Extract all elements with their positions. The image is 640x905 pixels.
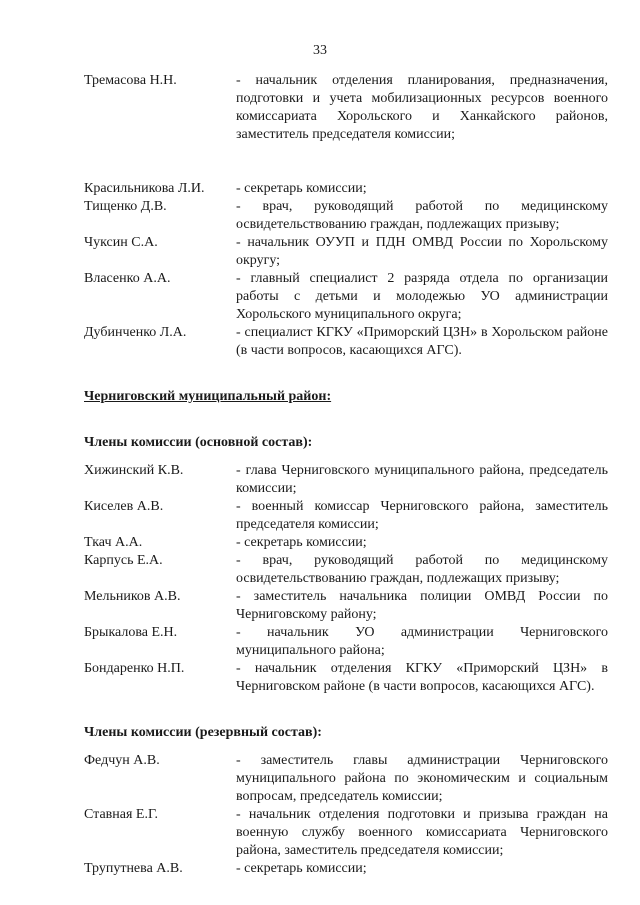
member-role: - секретарь комиссии; bbox=[236, 535, 367, 550]
page-number: 33 bbox=[313, 43, 327, 58]
member-role: - начальник отделения КГКУ «Приморский ЦЗН» в Черниговском районе (в части вопросов, касающихся АГС). bbox=[236, 661, 608, 694]
member-name: Ткач А.А. bbox=[84, 535, 143, 550]
member-name: Хижинский К.В. bbox=[84, 463, 184, 478]
member-entry bbox=[84, 234, 608, 270]
document-body bbox=[84, 72, 608, 878]
member-role: - секретарь комиссии; bbox=[236, 861, 367, 876]
member-name: Брыкалова Е.Н. bbox=[84, 625, 178, 640]
member-role: - заместитель начальника полиции ОМВД России по Черниговскому району; bbox=[236, 589, 608, 622]
member-entry bbox=[84, 552, 608, 588]
member-entry bbox=[84, 806, 608, 860]
member-name: Трупутнева А.В. bbox=[84, 861, 183, 876]
member-entry bbox=[84, 462, 608, 498]
member-entry bbox=[84, 588, 608, 624]
member-name: Карпусь Е.А. bbox=[84, 553, 163, 568]
member-entry bbox=[84, 752, 608, 806]
member-role: - начальник отделения подготовки и призыва граждан на военную службу военного комиссариата Черниговского района, заместитель председателя комиссии; bbox=[236, 807, 608, 858]
member-entry bbox=[84, 660, 608, 696]
member-role: - специалист КГКУ «Приморский ЦЗН» в Хорольском районе (в части вопросов, касающихся АГС). bbox=[236, 325, 608, 358]
member-role: - начальник ОУУП и ПДН ОМВД России по Хорольскому округу; bbox=[236, 235, 608, 268]
reserve-member-list bbox=[84, 752, 608, 878]
member-name: Чуксин С.А. bbox=[84, 235, 158, 250]
member-role: - заместитель главы администрации Черниговского муниципального района по экономическим и социальным вопросам, председатель комиссии; bbox=[236, 753, 608, 804]
member-entry bbox=[84, 324, 608, 360]
member-name: Федчун А.В. bbox=[84, 753, 160, 768]
member-name: Красильникова Л.И. bbox=[84, 181, 205, 196]
main-composition-heading: Члены комиссии (основной состав): bbox=[84, 435, 313, 450]
reserve-composition-heading: Члены комиссии (резервный состав): bbox=[84, 725, 322, 740]
member-role: - главный специалист 2 разряда отдела по организации работы с детьми и молодежью УО администрации Хорольского муниципального округа; bbox=[236, 271, 608, 322]
member-entry bbox=[84, 180, 608, 198]
member-name: Бондаренко Н.П. bbox=[84, 661, 185, 676]
member-name: Тремасова Н.Н. bbox=[84, 73, 177, 88]
member-role: - глава Черниговского муниципального района, председатель комиссии; bbox=[236, 463, 608, 496]
member-role: - врач, руководящий работой по медицинскому освидетельствованию граждан, подлежащих призыву; bbox=[236, 553, 608, 586]
member-entry bbox=[84, 498, 608, 534]
member-entry bbox=[84, 534, 608, 552]
member-list-block-a bbox=[84, 72, 608, 144]
member-entry bbox=[84, 198, 608, 234]
member-name: Тищенко Д.В. bbox=[84, 199, 167, 214]
member-name: Ставная Е.Г. bbox=[84, 807, 158, 822]
district-heading: Черниговский муниципальный район: bbox=[84, 389, 332, 404]
member-name: Киселев А.В. bbox=[84, 499, 164, 514]
member-entry bbox=[84, 860, 608, 878]
member-entry bbox=[84, 72, 608, 144]
member-role: - секретарь комиссии; bbox=[236, 181, 367, 196]
member-list-block-b bbox=[84, 180, 608, 360]
member-name: Власенко А.А. bbox=[84, 271, 171, 286]
member-role: - военный комиссар Черниговского района, заместитель председателя комиссии; bbox=[236, 499, 608, 532]
member-entry bbox=[84, 270, 608, 324]
main-member-list bbox=[84, 462, 608, 696]
member-entry bbox=[84, 624, 608, 660]
member-role: - начальник УО администрации Черниговского муниципального района; bbox=[236, 625, 608, 658]
member-role: - врач, руководящий работой по медицинскому освидетельствованию граждан, подлежащих призыву; bbox=[236, 199, 608, 232]
member-name: Дубинченко Л.А. bbox=[84, 325, 187, 340]
member-name: Мельников А.В. bbox=[84, 589, 181, 604]
member-role: - начальник отделения планирования, предназначения, подготовки и учета мобилизационных ресурсов военного комиссариата Хорольского и Ханкайского районов, заместитель председателя комиссии; bbox=[236, 73, 608, 142]
